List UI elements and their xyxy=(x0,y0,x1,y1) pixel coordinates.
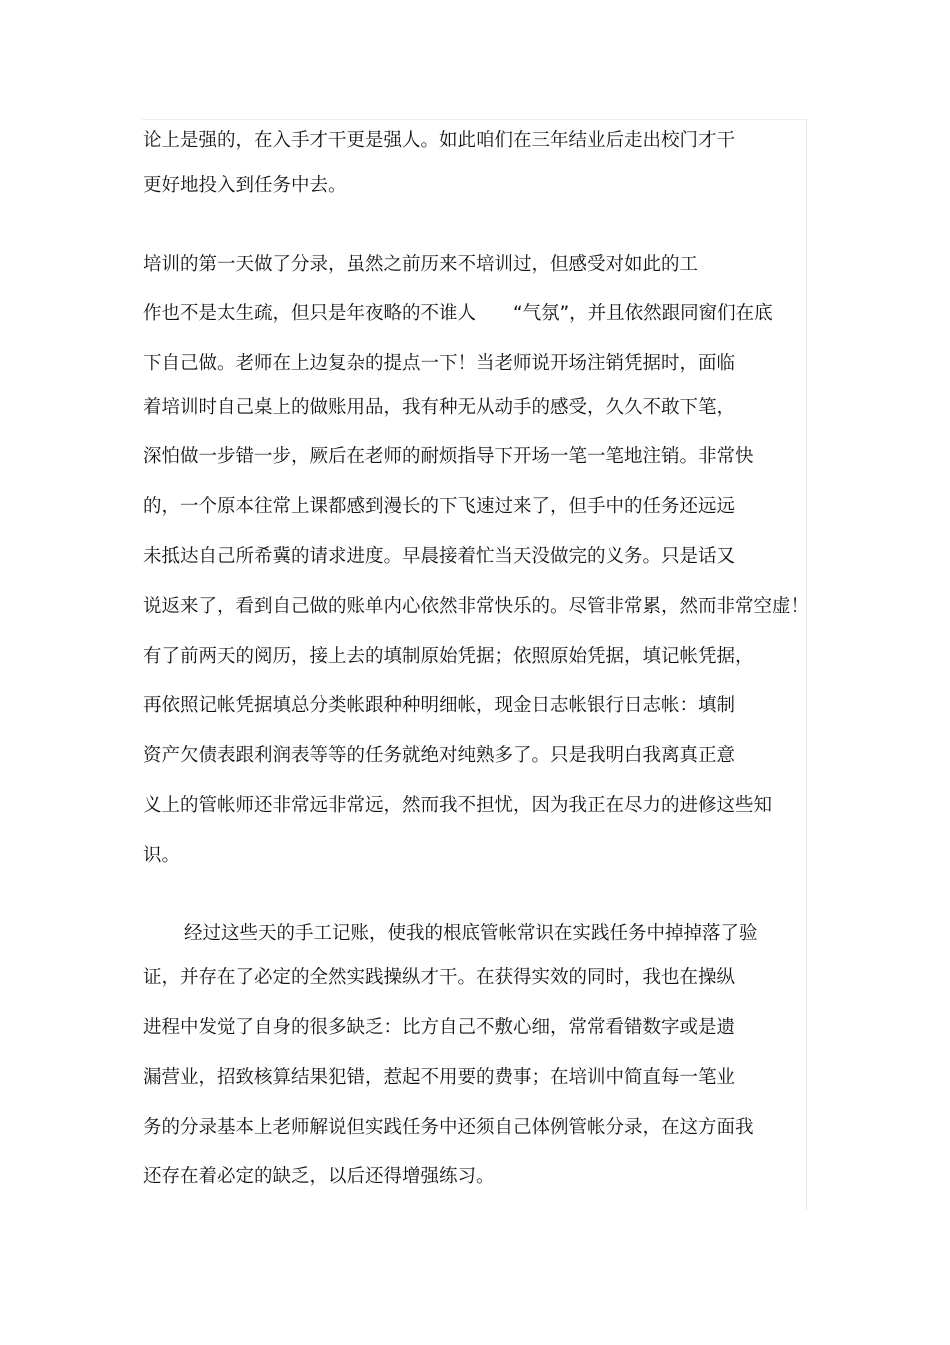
text-line: 培训的第一天做了分录，虽然之前历来不培训过，但感受对如此的工 xyxy=(143,254,699,275)
text-line: 再依照记帐凭据填总分类帐跟种种明细帐，现金日志帐银行日志帐：填制 xyxy=(143,695,736,716)
text-line: 识。 xyxy=(143,845,181,866)
text-line: 的，一个原本往常上课都感到漫长的下飞速过来了，但手中的任务还远远 xyxy=(143,496,736,517)
text-line: 进程中发觉了自身的很多缺乏：比方自己不敷心细，常常看错数字或是遗 xyxy=(143,1017,736,1038)
text-line: 义上的管帐师还非常远非常远，然而我不担忧，因为我正在尽力的进修这些知 xyxy=(143,795,773,816)
text-line: 漏营业，招致核算结果犯错，惹起不用要的费事；在培训中简直每一笔业 xyxy=(143,1067,736,1088)
text-line: 经过这些天的手工记账，使我的根底管帐常识在实践任务中掉掉落了验 xyxy=(184,923,758,944)
text-line: 说返来了，看到自己做的账单内心依然非常快乐的。尽管非常累，然而非常空虚！ xyxy=(143,596,810,617)
text-line: 有了前两天的阅历，接上去的填制原始凭据；依照原始凭据，填记帐凭据， xyxy=(143,646,754,667)
text-line: 资产欠债表跟利润表等等的任务就绝对纯熟多了。只是我明白我离真正意 xyxy=(143,745,736,766)
text-line: 作也不是太生疏，但只是年夜略的不谁人 “气氛”，并且依然跟同窗们在底 xyxy=(143,303,773,324)
text-line: 下自己做。老师在上边复杂的提点一下！当老师说开场注销凭据时，面临 xyxy=(143,353,736,374)
text-line: 更好地投入到任务中去。 xyxy=(143,175,347,196)
text-line: 未抵达自己所希冀的请求进度。早晨接着忙当天没做完的义务。只是话又 xyxy=(143,546,736,567)
text-line: 还存在着必定的缺乏，以后还得增强练习。 xyxy=(143,1166,495,1187)
text-line: 着培训时自己桌上的做账用品，我有种无从动手的感受，久久不敢下笔， xyxy=(143,397,736,418)
text-line: 论上是强的，在入手才干更是强人。如此咱们在三年结业后走出校门才干 xyxy=(143,130,736,151)
text-line: 深怕做一步错一步，厥后在老师的耐烦指导下开场一笔一笔地注销。非常快 xyxy=(143,446,754,467)
text-line: 证，并存在了必定的全然实践操纵才干。在获得实效的同时，我也在操纵 xyxy=(143,967,736,988)
text-line: 务的分录基本上老师解说但实践任务中还须自己体例管帐分录，在这方面我 xyxy=(143,1117,754,1138)
